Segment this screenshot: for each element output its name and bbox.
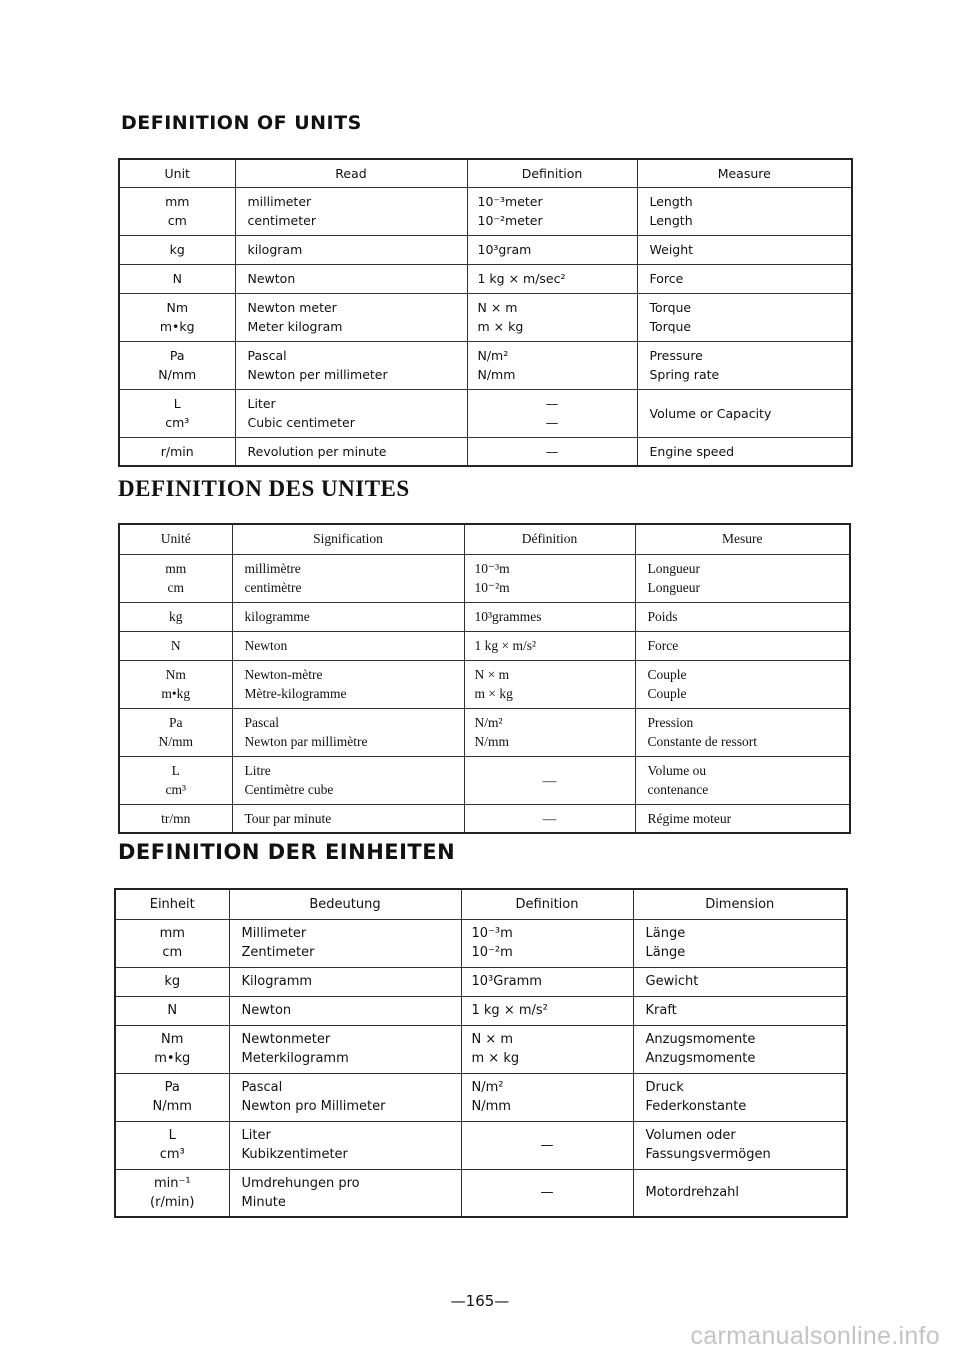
cell-line: Pa (164, 1080, 180, 1095)
cell-line: N/mm (158, 734, 193, 749)
cell-line: Pa (169, 348, 185, 363)
cell-line: (r/min) (150, 1194, 195, 1210)
cell-line: tr/mn (161, 810, 191, 826)
cell-line: — (545, 396, 559, 411)
cell-line: Newton (244, 638, 288, 653)
read-cell (229, 1073, 461, 1121)
section-title: DEFINITION DES UNITES (118, 476, 410, 501)
unit-cell (119, 708, 232, 756)
measure-cell (633, 967, 847, 996)
table-row (115, 1025, 847, 1073)
cell-line: Litre (244, 763, 271, 778)
watermark: carmanualsonline.info (690, 1322, 940, 1350)
read-cell (232, 756, 464, 804)
read-cell (232, 602, 464, 631)
table-row (119, 660, 850, 708)
measure-cell (633, 1169, 847, 1217)
cell-line: Pression (647, 715, 694, 730)
measure-cell (635, 602, 850, 631)
cell-line: Liter (247, 396, 276, 411)
measure-cell (633, 1121, 847, 1169)
cell-line: Nm (166, 300, 189, 315)
cell-line: N/mm (158, 367, 197, 382)
cell-line: Meter kilogram (247, 319, 343, 334)
definition-cell (464, 660, 635, 708)
cell-line: Meterkilogramm (241, 1051, 349, 1066)
table-row (119, 554, 850, 602)
unit-cell (119, 235, 235, 264)
measure-cell (635, 708, 850, 756)
read-cell (232, 708, 464, 756)
definition-cell (467, 293, 637, 341)
definition-cell (467, 235, 637, 264)
column-header: Measure (637, 159, 852, 187)
cell-line: 10⁻²m (471, 945, 513, 960)
column-header: Définition (464, 524, 635, 554)
cell-line: Länge (645, 926, 686, 941)
column-header: Definition (461, 889, 633, 919)
definition-cell (464, 756, 635, 804)
cell-line: Tour par minute (244, 810, 332, 826)
unit-cell (119, 660, 232, 708)
definition-cell (461, 919, 633, 967)
cell-line: Newtonmeter (241, 1032, 331, 1047)
cell-line: Newton meter (247, 300, 337, 315)
cell-line: Pa (169, 715, 183, 730)
unit-cell (119, 602, 232, 631)
cell-line: Kilogramm (241, 974, 313, 989)
definition-cell (467, 389, 637, 437)
cell-line: Anzugsmomente (645, 1032, 756, 1047)
measure-cell (635, 554, 850, 602)
measure-cell (635, 631, 850, 660)
table-row (119, 437, 852, 466)
unit-cell (119, 341, 235, 389)
cell-line: Volume or Capacity (649, 405, 772, 421)
section-title: DEFINITION DER EINHEITEN (118, 840, 456, 864)
cell-line: Régime moteur (647, 810, 732, 826)
measure-cell (635, 660, 850, 708)
column-header: Dimension (633, 889, 847, 919)
read-cell (229, 1025, 461, 1073)
definition-cell (467, 187, 637, 235)
cell-line: 1 kg × m/s² (474, 638, 537, 653)
cell-line: Nm (161, 1032, 184, 1047)
cell-line: kg (169, 242, 185, 257)
definition-cell (461, 1025, 633, 1073)
table-row (119, 804, 850, 833)
unit-cell (115, 996, 229, 1025)
table-row (115, 1073, 847, 1121)
table-header-row (115, 889, 847, 919)
read-cell (229, 996, 461, 1025)
cell-line: L (173, 396, 181, 411)
cell-line: cm³ (165, 782, 187, 797)
cell-line: Millimeter (241, 926, 307, 941)
cell-line: Spring rate (649, 367, 720, 382)
cell-line: m•kg (161, 686, 191, 701)
read-cell (235, 341, 467, 389)
cell-line: Mètre-kilogramme (244, 686, 347, 701)
cell-line: N/mm (474, 734, 510, 749)
unit-cell (115, 1169, 229, 1217)
column-header: Bedeutung (229, 889, 461, 919)
cell-line: Newton-mètre (244, 667, 323, 682)
cell-line: Zentimeter (241, 945, 315, 960)
unit-cell (115, 919, 229, 967)
cell-line: Volume ou (647, 763, 707, 778)
cell-line: Volumen oder (645, 1128, 736, 1143)
cell-line: N (172, 271, 182, 286)
cell-line: Couple (647, 686, 687, 701)
cell-line: Length (649, 194, 693, 209)
definition-cell (464, 554, 635, 602)
measure-cell (637, 293, 852, 341)
read-cell (229, 1121, 461, 1169)
cell-line: N/m² (474, 715, 503, 730)
cell-line: Centimètre cube (244, 782, 334, 797)
definition-cell (467, 264, 637, 293)
cell-line: N/mm (477, 367, 516, 382)
column-header: Unit (119, 159, 235, 187)
cell-line: 10⁻³m (471, 926, 513, 941)
section-title: DEFINITION OF UNITS (121, 112, 362, 134)
cell-line: contenance (647, 782, 709, 797)
table-row (119, 264, 852, 293)
unit-cell (115, 1073, 229, 1121)
cell-line: kg (169, 609, 183, 624)
cell-line: N/m² (471, 1080, 504, 1095)
read-cell (232, 554, 464, 602)
cell-line: cm³ (165, 415, 190, 430)
unit-cell (119, 389, 235, 437)
unit-cell (119, 554, 232, 602)
table-row (115, 967, 847, 996)
cell-line: Longueur (647, 580, 700, 595)
cell-line: Länge (645, 945, 686, 960)
cell-line: Fassungsvermögen (645, 1147, 771, 1162)
cell-line: Couple (647, 667, 687, 682)
unit-cell (119, 804, 232, 833)
column-header: Read (235, 159, 467, 187)
cell-line: Umdrehungen pro (241, 1175, 360, 1191)
cell-line: N (167, 1003, 178, 1018)
unit-cell (119, 264, 235, 293)
cell-line: 1 kg × m/sec² (477, 271, 566, 286)
cell-line: Gewicht (645, 974, 699, 989)
read-cell (229, 1169, 461, 1217)
cell-line: Liter (241, 1128, 271, 1143)
unit-cell (119, 187, 235, 235)
definition-cell (461, 967, 633, 996)
cell-line: Motordrehzahl (645, 1185, 740, 1201)
cell-line: Force (647, 638, 679, 653)
definition-cell (464, 602, 635, 631)
cell-line: millimètre (244, 561, 301, 576)
cell-line: Kraft (645, 1003, 677, 1018)
cell-line: Newton pro Millimeter (241, 1099, 386, 1114)
table-row (119, 341, 852, 389)
cell-line: Pressure (649, 348, 703, 363)
table-row (119, 631, 850, 660)
table-row (115, 1169, 847, 1217)
cell-line: — (542, 772, 557, 788)
column-header: Einheit (115, 889, 229, 919)
read-cell (229, 919, 461, 967)
cell-line: N × m (474, 667, 510, 682)
cell-line: Constante de ressort (647, 734, 757, 749)
cell-line: mm (165, 194, 190, 209)
unit-cell (115, 967, 229, 996)
table-row (119, 187, 852, 235)
measure-cell (635, 756, 850, 804)
measure-cell (637, 437, 852, 466)
cell-line: 10⁻²m (474, 580, 510, 595)
cell-line: Minute (241, 1194, 286, 1210)
unit-cell (115, 1025, 229, 1073)
measure-cell (637, 264, 852, 293)
cell-line: 10³gram (477, 242, 532, 257)
table-row (115, 996, 847, 1025)
cell-line: L (171, 763, 180, 778)
measure-cell (637, 235, 852, 264)
cell-line: 10⁻²meter (477, 213, 543, 228)
definition-cell (467, 341, 637, 389)
definition-cell (461, 1121, 633, 1169)
read-cell (232, 660, 464, 708)
table-header-row (119, 524, 850, 554)
cell-line: — (545, 443, 559, 459)
cell-line: cm (167, 213, 187, 228)
cell-line: mm (159, 926, 185, 941)
definition-cell (467, 437, 637, 466)
read-cell (235, 235, 467, 264)
table-row (115, 1121, 847, 1169)
measure-cell (633, 1073, 847, 1121)
measure-cell (633, 1025, 847, 1073)
cell-line: Newton par millimètre (244, 734, 368, 749)
cell-line: millimeter (247, 194, 312, 209)
cell-line: m × kg (474, 686, 513, 701)
column-header: Signification (232, 524, 464, 554)
read-cell (229, 967, 461, 996)
table-row (119, 756, 850, 804)
read-cell (235, 264, 467, 293)
cell-line: centimètre (244, 580, 302, 595)
measure-cell (637, 187, 852, 235)
cell-line: centimeter (247, 213, 316, 228)
measure-cell (633, 919, 847, 967)
cell-line: Newton per millimeter (247, 367, 388, 382)
definition-cell (464, 631, 635, 660)
read-cell (235, 293, 467, 341)
cell-line: Druck (645, 1080, 684, 1095)
cell-line: — (542, 810, 557, 826)
cell-line: 10³grammes (474, 609, 542, 624)
units-table (114, 888, 848, 1218)
measure-cell (633, 996, 847, 1025)
cell-line: Federkonstante (645, 1099, 747, 1114)
cell-line: — (540, 1185, 554, 1201)
cell-line: Pascal (247, 348, 287, 363)
cell-line: Torque (649, 300, 692, 315)
column-header: Definition (467, 159, 637, 187)
table-header-row (119, 159, 852, 187)
cell-line: m•kg (154, 1051, 191, 1066)
definition-cell (464, 708, 635, 756)
definition-cell (461, 1073, 633, 1121)
cell-line: Longueur (647, 561, 700, 576)
cell-line: — (545, 415, 559, 430)
measure-cell (635, 804, 850, 833)
table-row (119, 389, 852, 437)
cell-line: r/min (160, 443, 194, 459)
cell-line: cm (167, 580, 184, 595)
cell-line: Nm (165, 667, 186, 682)
cell-line: cm (162, 945, 183, 960)
cell-line: Force (649, 271, 684, 286)
cell-line: Pascal (241, 1080, 283, 1095)
cell-line: Weight (649, 242, 694, 257)
read-cell (232, 804, 464, 833)
cell-line: kilogramme (244, 609, 310, 624)
read-cell (235, 389, 467, 437)
read-cell (235, 187, 467, 235)
definition-cell (461, 1169, 633, 1217)
cell-line: N/mm (152, 1099, 192, 1114)
cell-line: N/m² (477, 348, 509, 363)
column-header: Mesure (635, 524, 850, 554)
cell-line: N (170, 638, 181, 653)
cell-line: m•kg (159, 319, 195, 334)
cell-line: Torque (649, 319, 692, 334)
cell-line: cm³ (159, 1147, 185, 1162)
table-row (119, 708, 850, 756)
cell-line: 10³Gramm (471, 974, 542, 989)
cell-line: N/mm (471, 1099, 511, 1114)
unit-cell (119, 437, 235, 466)
table-row (115, 919, 847, 967)
read-cell (235, 437, 467, 466)
cell-line: N × m (477, 300, 518, 315)
cell-line: 10⁻³m (474, 561, 510, 576)
table-row (119, 293, 852, 341)
cell-line: 1 kg × m/s² (471, 1003, 548, 1018)
cell-line: m × kg (477, 319, 524, 334)
cell-line: Poids (647, 609, 678, 624)
unit-cell (119, 293, 235, 341)
cell-line: Anzugsmomente (645, 1051, 756, 1066)
cell-line: Kubikzentimeter (241, 1147, 348, 1162)
cell-line: L (168, 1128, 176, 1143)
definition-cell (464, 804, 635, 833)
table-row (119, 602, 850, 631)
units-table (118, 523, 851, 834)
page-number: —165— (450, 1292, 510, 1310)
cell-line: min⁻¹ (153, 1175, 191, 1191)
unit-cell (119, 756, 232, 804)
unit-cell (119, 631, 232, 660)
cell-line: m × kg (471, 1051, 520, 1066)
cell-line: 10⁻³meter (477, 194, 543, 209)
cell-line: Newton (241, 1003, 292, 1018)
cell-line: kilogram (247, 242, 303, 257)
cell-line: Engine speed (649, 443, 735, 459)
cell-line: mm (165, 561, 187, 576)
cell-line: Newton (247, 271, 296, 286)
cell-line: — (540, 1137, 554, 1153)
units-table (118, 158, 853, 467)
cell-line: Cubic centimeter (247, 415, 355, 430)
cell-line: Revolution per minute (247, 443, 387, 459)
definition-cell (461, 996, 633, 1025)
table-row (119, 235, 852, 264)
measure-cell (637, 389, 852, 437)
cell-line: Length (649, 213, 693, 228)
unit-cell (115, 1121, 229, 1169)
measure-cell (637, 341, 852, 389)
column-header: Unité (119, 524, 232, 554)
cell-line: kg (164, 974, 181, 989)
read-cell (232, 631, 464, 660)
cell-line: Pascal (244, 715, 279, 730)
cell-line: N × m (471, 1032, 514, 1047)
